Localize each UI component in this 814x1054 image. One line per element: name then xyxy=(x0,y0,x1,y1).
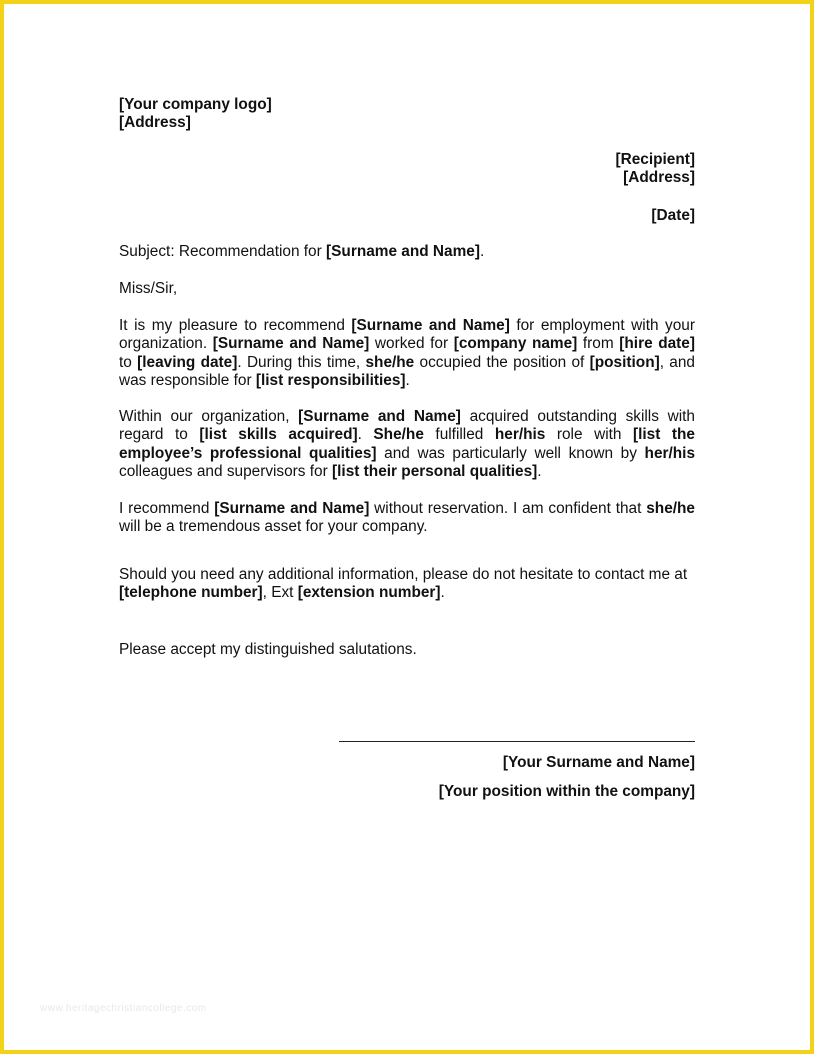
recipient-address: [Address] xyxy=(623,169,695,187)
recipient-block xyxy=(119,151,695,188)
date-line xyxy=(119,207,695,225)
signature-line xyxy=(339,741,695,742)
paragraph-2: Within our organization, [Surname and Name] acquired outstanding skills with regard to [list skills acquired]. She/he fulfilled her/his role with [list the employee’s professional qualities] and was particularly well known by her/his colleagues and supervisors for [list their personal qualities]. xyxy=(119,408,696,480)
signature-position: [Your position within the company] xyxy=(438,783,695,800)
subject-line: Subject: Recommendation for [Surname and Name]. xyxy=(119,243,485,260)
paragraph-3: I recommend [Surname and Name] without reservation. I am confident that she/he will be a tremendous asset for your company. xyxy=(119,500,695,536)
greeting: Miss/Sir, xyxy=(119,280,178,297)
signature-name: [Your Surname and Name] xyxy=(502,754,695,771)
signature-position-line xyxy=(119,783,695,801)
closing-line: Please accept my distinguished salutations. xyxy=(119,641,417,658)
subject-name: [Surname and Name] xyxy=(326,243,480,260)
signature-name-line xyxy=(119,754,695,772)
company-header xyxy=(119,96,695,133)
company-address: [Address] xyxy=(119,114,191,132)
paragraph-4: Should you need any additional information, please do not hesitate to contact me at [telephone number], Ext [extension number]. xyxy=(119,566,688,602)
paragraph-1: It is my pleasure to recommend [Surname and Name] for employment with your organization. [Surname and Name] worked for [company name] from [hire date] to [leaving date]. During this time, she/he occupied the position of [position], and was responsible for [list responsibilities]. xyxy=(119,317,695,389)
company-logo-placeholder: [Your company logo] xyxy=(119,96,272,113)
letter-date: [Date] xyxy=(651,207,695,224)
recipient-name: [Recipient] xyxy=(615,151,695,168)
watermark-text: www.heritagechristiancollege.com xyxy=(40,1003,207,1014)
